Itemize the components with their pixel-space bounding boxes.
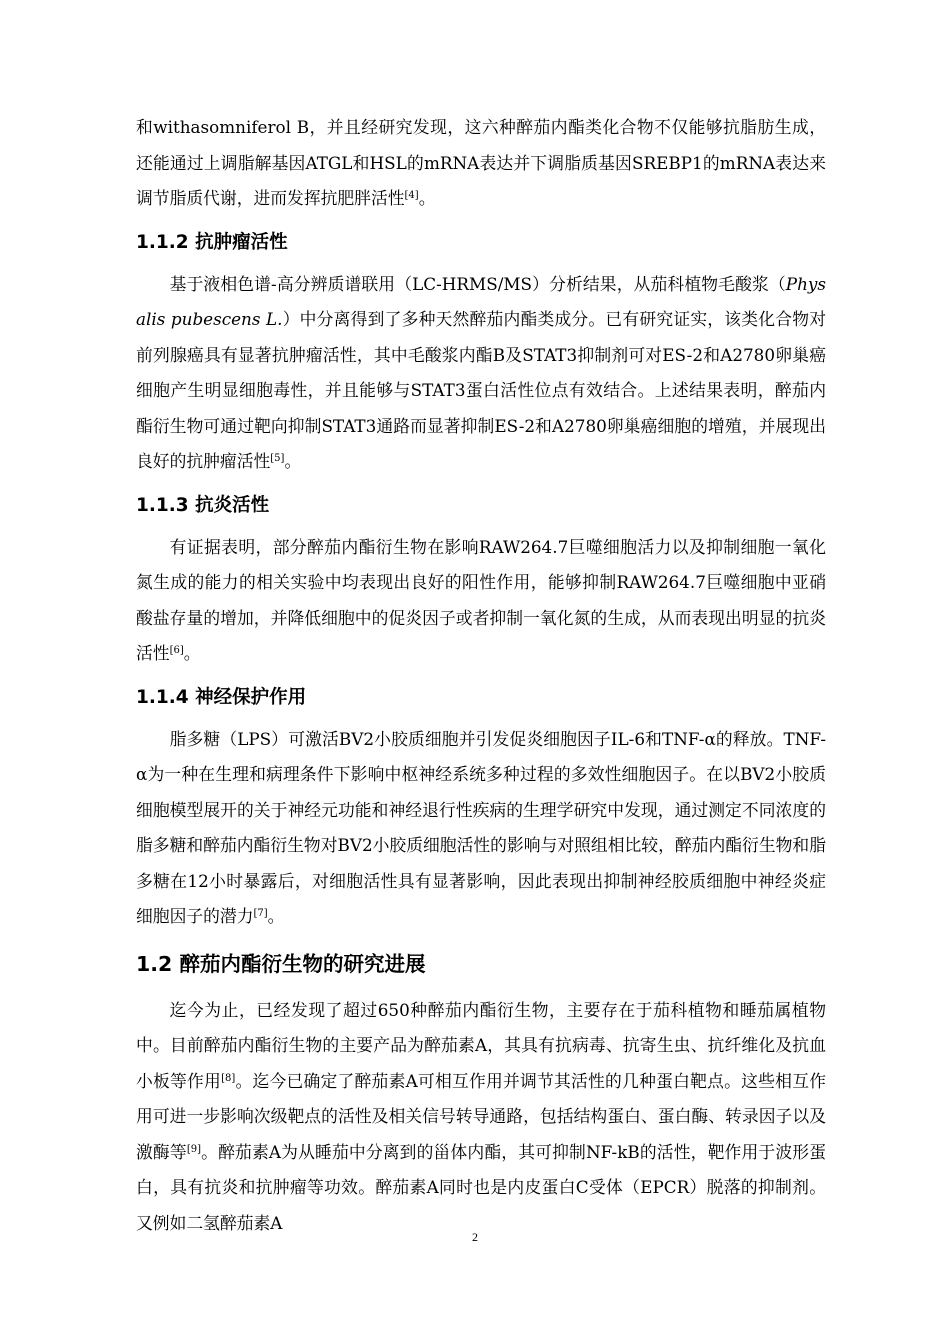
paragraph-text: 有证据表明，部分醉茄内酯衍生物在影响RAW264.7巨噬细胞活力以及抑制细胞一氧化氮生成的能力的相关实验中均表现出良好的阳性作用，能够抑制RAW264.7巨噬细胞中亚硝酸盐存量的增加，并降低细胞中的促炎因子或者抑制一氧化氮的生成，从而表现出明显的抗炎活性: [136, 536, 826, 663]
citation-ref: [9]: [186, 1143, 201, 1155]
heading-1-1-4: 1.1.4 神经保护作用: [136, 686, 307, 708]
paragraph-anti-obesity-continued: [136, 110, 826, 217]
citation-ref: [5]: [270, 453, 285, 464]
paragraph-anti-inflammatory: [136, 530, 826, 672]
paragraph-text: 。迄今已确定了醉茄素A可相互作用并调节其活性的几种蛋白靶点。这些相互作用可进一步影响次级靶点的活性及相关信号转导通路，包括结构蛋白、蛋白酶、转录因子以及激酶等: [136, 1070, 826, 1162]
paragraph-neuroprotection: [136, 722, 826, 935]
heading-1-2: 1.2 醉茄内酯衍生物的研究进展: [136, 951, 426, 976]
paragraph-end: 。: [284, 451, 302, 471]
page-number: 2: [472, 1230, 478, 1244]
paragraph-text: 和withasomniferol B，并且经研究发现，这六种醉茄内酯类化合物不仅能够抗脂肪生成，还能通过上调脂解基因ATGL和HSL的mRNA表达并下调脂质基因SREBP1的mRNA表达来调节脂质代谢，进而发挥抗肥胖活性: [136, 117, 826, 208]
paragraph-end: 。: [183, 643, 201, 663]
paragraph-text: 脂多糖（LPS）可激活BV2小胶质细胞并引发促炎细胞因子IL-6和TNF-α的释放。TNF-α为一种在生理和病理条件下影响中枢神经系统多种过程的多效性细胞因子。在以BV2小胶质细胞模型展开的关于神经元功能和神经退行性疾病的生理学研究中发现，通过测定不同浓度的脂多糖和醉茄内酯衍生物对BV2小胶质细胞活性的影响与对照组相比较，醉茄内酯衍生物和脂多糖在12小时暴露后，对细胞活性具有显著影响，因此表现出抑制神经胶质细胞中神经炎症细胞因子的潜力: [136, 728, 826, 926]
paragraph-end: 。: [418, 188, 436, 208]
heading-1-1-2: 1.1.2 抗肿瘤活性: [136, 231, 288, 253]
paragraph-end: 。: [267, 906, 285, 926]
heading-1-1-3: 1.1.3 抗炎活性: [136, 494, 270, 516]
paragraph-research-progress: [136, 993, 826, 1242]
paragraph-text: 迄今为止，已经发现了超过650种醉茄内酯衍生物，主要存在于茄科植物和睡茄属植物中。目前醉茄内酯衍生物的主要产品为醉茄素A，其具有抗病毒、抗寄生虫、抗纤维化及抗血小板等作用: [136, 999, 826, 1091]
citation-ref: [8]: [221, 1072, 236, 1084]
latin-species-name: Physalis pubescens L.: [136, 273, 826, 329]
paragraph-text: ）中分离得到了多种天然醉茄内酯类成分。已有研究证实，该类化合物对前列腺癌具有显著抗肿瘤活性，其中毛酸浆内酯B及STAT3抑制剂可对ES-2和A2780卵巢癌细胞产生明显细胞毒性，并且能够与STAT3蛋白活性位点有效结合。上述结果表明，醉茄内酯衍生物可通过靶向抑制STAT3通路而显著抑制ES-2和A2780卵巢癌细胞的增殖，并展现出良好的抗肿瘤活性: [136, 309, 826, 471]
citation-ref: [4]: [404, 190, 419, 201]
citation-ref: [6]: [169, 645, 184, 656]
page-content: [136, 110, 826, 1241]
citation-ref: [7]: [253, 908, 268, 919]
paragraph-anti-tumor: [136, 267, 826, 480]
paragraph-text: 基于液相色谱-高分辨质谱联用（LC-HRMS/MS）分析结果，从茄科植物毛酸浆（: [169, 273, 786, 294]
paragraph-text: 。醉茄素A为从睡茄中分离到的甾体内酯，其可抑制NF-kB的活性，靶作用于波形蛋白，具有抗炎和抗肿瘤等功效。醉茄素A同时也是内皮蛋白C受体（EPCR）脱落的抑制剂。又例如二氢醉茄素A: [136, 1141, 826, 1233]
